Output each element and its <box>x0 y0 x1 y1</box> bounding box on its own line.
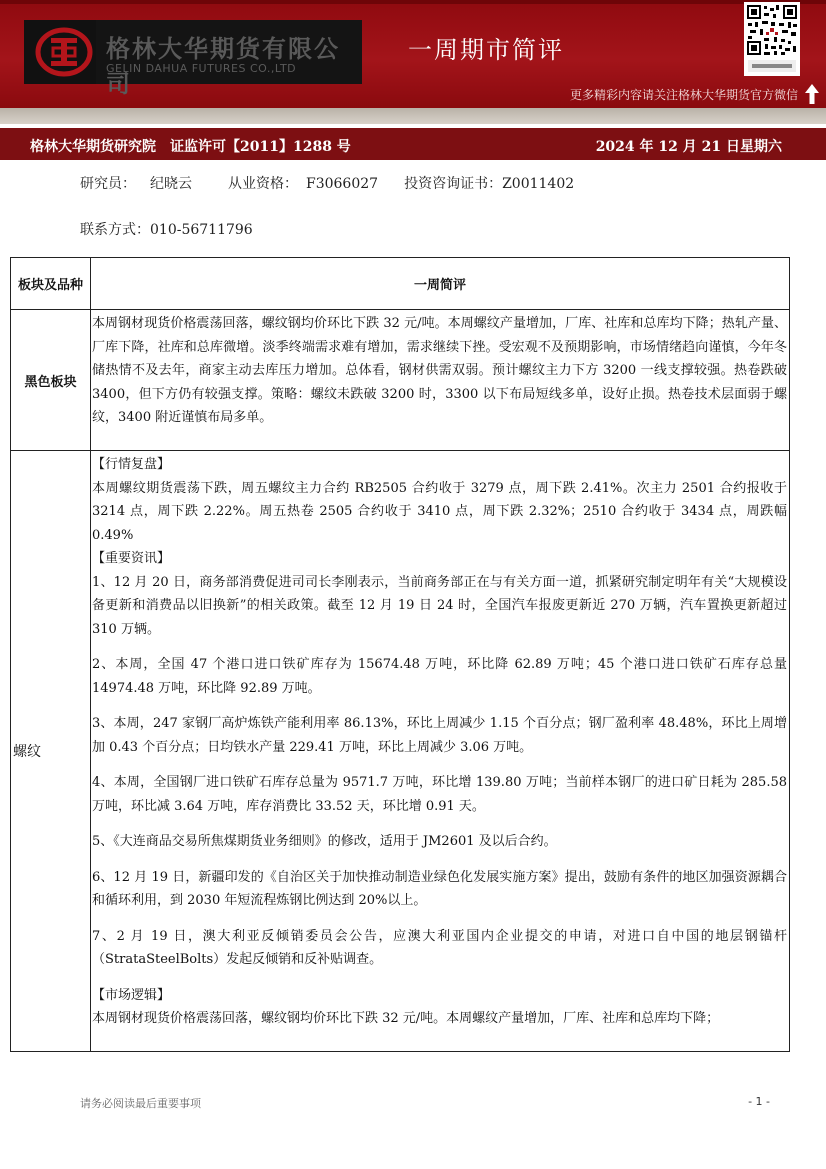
advisory-number: Z0011402 <box>502 176 575 192</box>
report-date: 2024 年 12 月 21 日星期六 <box>595 139 782 155</box>
header-divider-bar <box>0 108 826 124</box>
table-row-rebar <box>11 451 790 1052</box>
news-item: 3、本周，247 家钢厂高炉炼铁产能利用率 86.13%，环比上周减少 1.15 个百分点；钢厂盈利率 48.48%，环比上周增加 0.43 个百分点；日均铁水产量 229.41 万吨，环比上周减少 3.06 万吨。 <box>92 716 787 755</box>
report-title: 一周期市简评 <box>408 36 564 64</box>
qualification-label: 从业资格： <box>228 176 298 192</box>
key-news-title: 【重要资讯】 <box>92 551 171 566</box>
news-item: 7、2 月 19 日，澳大利亚反倾销委员会公告，应澳大利亚国内企业提交的申请，对进口自中国的地层钢锚杆（StrataSteelBolts）发起反倾销和反补贴调查。 <box>92 928 787 967</box>
news-item: 4、本周，全国钢厂进口铁矿石库存总量为 9571.7 万吨，环比增 139.80 万吨；当前样本钢厂的进口矿日耗为 285.58 万吨，环比减 3.64 万吨，库存消费比 33.52 天，环比增 0.91 天。 <box>92 775 787 814</box>
sector-column-header: 板块及品种 <box>11 258 91 310</box>
company-logo-text <box>96 20 362 98</box>
analyst-info <box>80 173 574 193</box>
logo-english-name: GELIN DAHUA FUTURES CO.,LTD <box>106 62 297 75</box>
review-column-header: 一周简评 <box>91 258 790 310</box>
black-sector-label: 黑色板块 <box>11 310 91 451</box>
news-item: 6、12 月 19 日，新疆印发的《自治区关于加快推动制造业绿色化发展实施方案》提出，鼓励有条件的地区加强资源耦合和循环利用，到 2030 年短流程炼钢比例达到 20%以上。 <box>92 869 787 908</box>
header-banner <box>0 0 826 108</box>
news-item: 2、本周，全国 47 个港口进口铁矿库存为 15674.48 万吨，环比降 62.89 万吨；45 个港口进口铁矿石库存总量 14974.48 万吨，环比降 92.89 万吨。 <box>92 657 787 696</box>
news-item: 1、12 月 20 日，商务部消费促进司司长李刚表示，当前商务部正在与有关方面一道，抓紧研究制定明年有关“大规模设备更新和消费品以旧换新”的相关政策。截至 12 月 19 日 24 时，全国汽车报废更新近 270 万辆，汽车置换更新超过 310 万辆。 <box>92 574 787 637</box>
table-header-row <box>11 258 790 310</box>
contact-info <box>80 219 253 239</box>
follow-wechat-text: 更多精彩内容请关注格林大华期货官方微信 <box>569 88 798 102</box>
weekly-review-table <box>10 257 790 1052</box>
company-logo-icon <box>24 20 104 84</box>
institute-license: 格林大华期货研究院 证监许可【2011】1288 号 <box>30 139 351 155</box>
advisory-label: 投资咨询证书： <box>404 176 503 192</box>
logo-emblem-icon <box>34 26 94 78</box>
market-logic-title: 【市场逻辑】 <box>92 987 171 1003</box>
arrow-up-icon <box>804 83 820 105</box>
contact-phone: 010-56711796 <box>150 222 253 238</box>
footer-disclaimer-notice: 请务必阅读最后重要事项 <box>80 1097 201 1110</box>
logo-chinese-name: 格林大华期货有限公司 <box>106 35 340 98</box>
market-logic-text: 本周钢材现货价格震荡回落，螺纹钢均价环比下跌 32 元/吨。本周螺纹产量增加，厂库、社库和总库均下降； <box>92 1011 720 1026</box>
news-item: 5、《大连商品交易所焦煤期货业务细则》的修改，适用于 JM2601 及以后合约。 <box>92 834 557 849</box>
black-sector-review: 本周钢材现货价格震荡回落，螺纹钢均价环比下跌 32 元/吨。本周螺纹产量增加，厂库、社库和总库均下降；热轧产量、厂库下降，社库和总库微增。淡季终端需求难有增加，需求继续下挫。受宏观不及预期影响，市场情绪趋向谨慎，今年冬储热情不及去年，商家主动去库压力增加。总体看，钢材供需双弱。预计螺纹主力下方 3200 一线支撑较强。热卷跌破 3400，但下方仍有较强支撑。策略：螺纹未跌破 3200 时，3300 以下布局短线多单，设好止损。热卷技术层面弱于螺纹，3400 附近谨慎布局多单。 <box>92 316 787 425</box>
wechat-qr-code-icon <box>744 2 800 76</box>
page-number: - 1 - <box>748 1095 770 1108</box>
market-review-text: 本周螺纹期货震荡下跌，周五螺纹主力合约 RB2505 合约收于 3279 点，周下跌 2.41%。次主力 2501 合约报收于 3214 点，周下跌 2.22%。周五热卷 2505 合约收于 3410 点，周下跌 2.32%；2510 合约收于 3434 点，周跌幅 0.49% <box>92 480 787 543</box>
market-review-title: 【行情复盘】 <box>92 457 171 472</box>
rebar-review-content <box>91 451 789 1031</box>
rebar-label: 螺纹 <box>11 451 91 1052</box>
banner-top-line <box>0 0 826 4</box>
researcher-label: 研究员： <box>80 176 136 192</box>
contact-label: 联系方式： <box>80 222 150 238</box>
table-row-black-sector <box>11 310 790 451</box>
institute-info-bar <box>0 128 826 160</box>
qualification-number: F3066027 <box>306 176 379 192</box>
researcher-name: 纪晓云 <box>150 176 192 192</box>
